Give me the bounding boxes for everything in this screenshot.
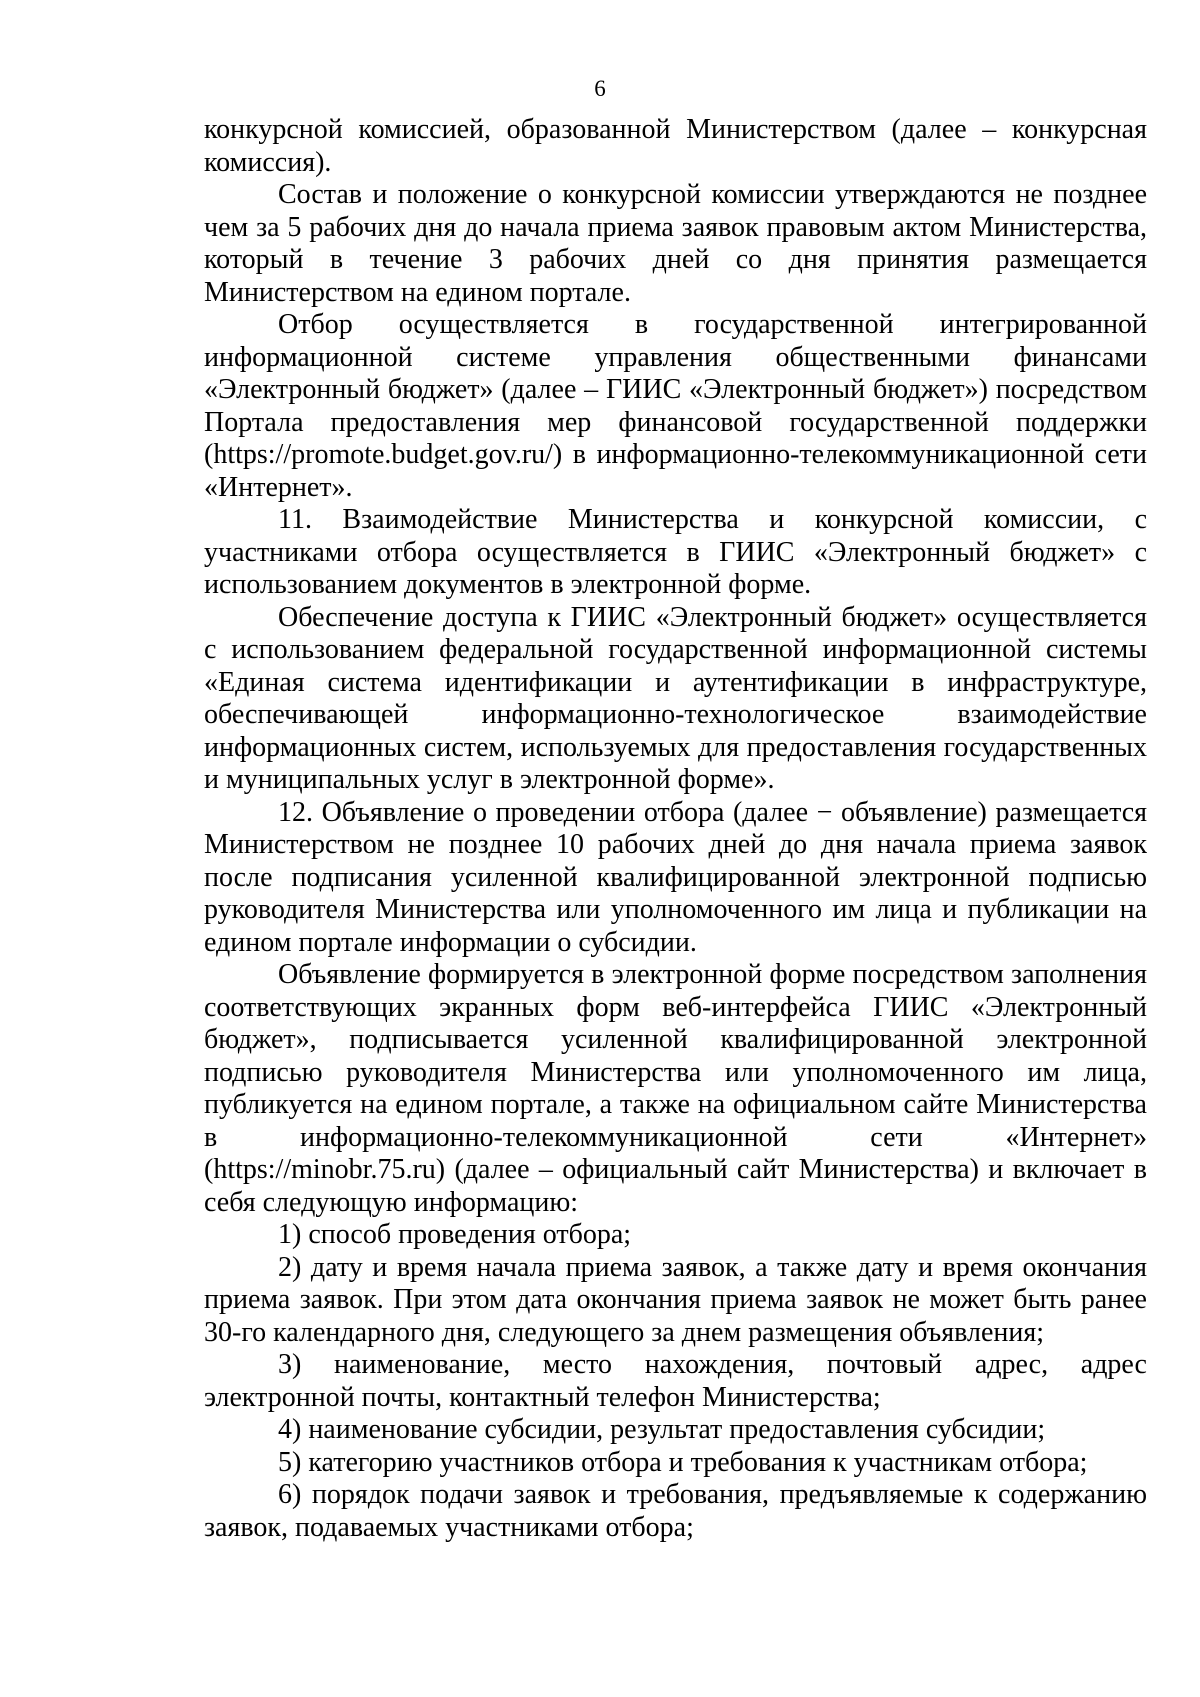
document-body [204,114,1147,1544]
paragraph-access: Обеспечение доступа к ГИИС «Электронный бюджет» осуществляется с использованием федеральной государственной информационной системы «Единая система идентификации и аутентификации в инфраструктуре, обеспечивающей информационно-технологическое взаимодействие информационных систем, используемых для предоставления государственных и муниципальных услуг в электронной форме». [204,601,1147,795]
paragraph-commission-composition: Состав и положение о конкурсной комиссии утверждаются не позднее чем за 5 рабочих дня до начала приема заявок правовым актом Министерства, который в течение 3 рабочих дней со дня принятия размещается Министерством на едином портале. [204,179,1147,308]
list-item-3: 3) наименование, место нахождения, почтовый адрес, адрес электронной почты, контактный телефон Министерства; [204,1349,1147,1413]
paragraph-selection-system: Отбор осуществляется в государственной интегрированной информационной системе управления общественными финансами «Электронный бюджет» (далее – ГИИС «Электронный бюджет») посредством Портала предоставления мер финансовой государственной поддержки (https://promote.budget.gov.ru/) в информационно-телекоммуникационной сети «Интернет». [204,309,1147,503]
paragraph-announcement-form: Объявление формируется в электронной форме посредством заполнения соответствующих экранных форм веб-интерфейса ГИИС «Электронный бюджет», подписывается усиленной квалифицированной электронной подписью руководителя Министерства или уполномоченного им лица, публикуется на едином портале, а также на официальном сайте Министерства в информационно-телекоммуникационной сети «Интернет» (https://minobr.75.ru) (далее – официальный сайт Министерства) и включает в себя следующую информацию: [204,959,1147,1218]
list-item-6: 6) порядок подачи заявок и требования, предъявляемые к содержанию заявок, подаваемых участниками отбора; [204,1479,1147,1543]
list-item-1: 1) способ проведения отбора; [278,1219,632,1250]
list-item-2: 2) дату и время начала приема заявок, а также дату и время окончания приема заявок. При этом дата окончания приема заявок не может быть ранее 30-го календарного дня, следующего за днем размещения объявления; [204,1251,1147,1348]
list-item-5: 5) категорию участников отбора и требования к участникам отбора; [278,1446,1088,1478]
paragraph-commission-continuation: конкурсной комиссией, образованной Министерством (далее – конкурсная комиссия). [204,114,1147,178]
paragraph-item-11: 11. Взаимодействие Министерства и конкурсной комиссии, с участниками отбора осуществляется в ГИИС «Электронный бюджет» с использованием документов в электронной форме. [204,504,1147,600]
paragraph-item-12: 12. Объявление о проведении отбора (далее − объявление) размещается Министерством не позднее 10 рабочих дней до дня начала приема заявок после подписания усиленной квалифицированной электронной подписью руководителя Министерства или уполномоченного им лица и публикации на едином портале информации о субсидии. [204,796,1147,958]
list-item-4: 4) наименование субсидии, результат предоставления субсидии; [278,1414,1046,1445]
page-number: 6 [594,76,606,101]
